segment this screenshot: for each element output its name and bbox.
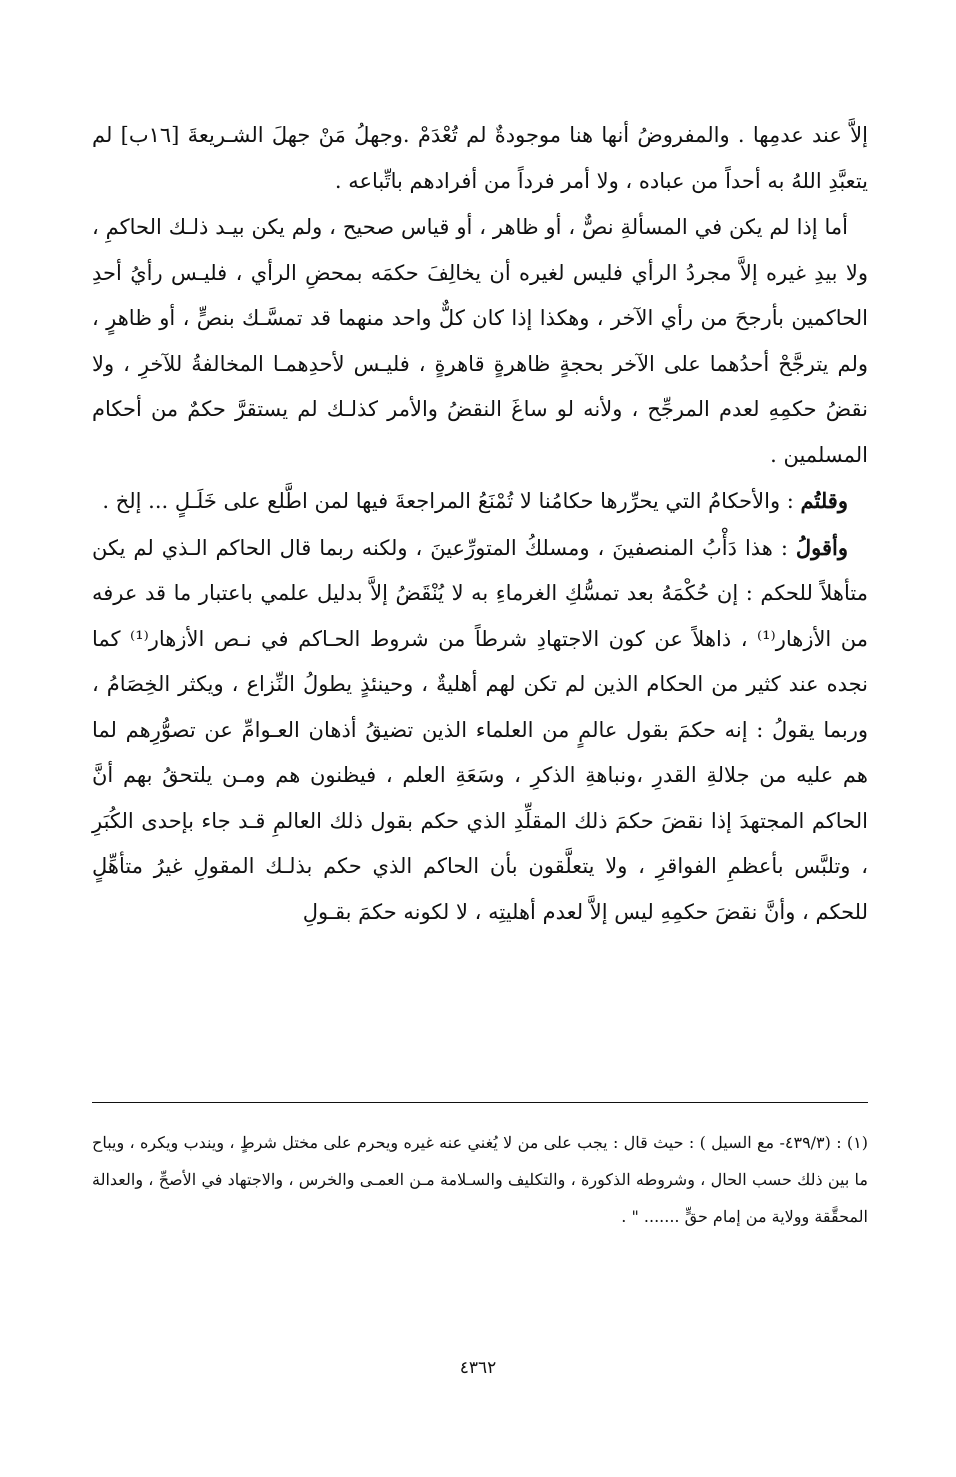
paragraph-text: : هذا دَأْبُ المنصفينَ ، ومسلكُ المتورِّعينَ ، ولكنه ربما قال الحاكم الـذي لم يكن متأهلاً للحكم : إن حُكْمَهُ بعد تمسُّكِ الغرماءِ به لا يُنْقَضُ إلاَّ بدليل علمي باعتبار ما قد عرفه من الأزهار⁽¹⁾ ، ذاهلاً عن كون الاجتهادِ شرطاً من شروط الحـاكم في نـص الأزهار⁽¹⁾ كما نجده عند كثير من الحكام الذين لم تكن لهم أهليةٌ ، وحينئذٍ يطولُ النِّزاع ، ويكثر الخِصَامُ ، وربما يقولُ : إنه حكمَ بقول عالمٍ من العلماء الذين تضيقُ أذهان العـوامِّ عن تصوُّرِهم لما هم عليه من جلالةِ القدرِ ،ونباهةِ الذكرِ ، وسَعَةِ العلم ، فيظنون هم ومـن يلتحقُ بهم أنَّ الحاكم المجتهدَ إذا نقضَ حكمَ ذلك المقلِّدِ الذي حكم بقول ذلك العالمِ قـد جاء بإحدى الكُبَرِ ، وتلبَّس بأعظمِ الفواقرِ ، ولا يتعلَّقون بأن الحاكم الذي حكم بذلـك المقولِ غيرُ متأهِّلٍ للحكم ، وأنَّ نقضَ حكمِهِ ليس إلاَّ لعدم أهليتِه ، لا لكونه حكمَ بقـولِ xyxy=(92,535,868,924)
paragraph xyxy=(92,525,868,936)
paragraph-lead: وأقولُ xyxy=(795,534,848,560)
paragraph xyxy=(92,478,868,525)
page-number: ٤٣٦٢ xyxy=(459,1358,497,1378)
paragraph-text: أما إذا لم يكن في المسألةِ نصٌّ ، أو ظاهر ، أو قياس صحيح ، ولم يكن بيـد ذلـك الحاكمِ ، ولا بيدِ غيره إلاَّ مجردُ الرأي فليس لغيره أن يخالِفَ حكمَه بمحضِ الرأي ، فليـس رأيُ أحدِ الحاكمين بأرجحَ من رأي الآخر ، وهكذا إذا كان كلٌّ واحد منهما قد تمسَّـك بنصٍّ ، أو ظاهرٍ ، ولم يترجَّحْ أحدُهما على الآخر بحجةٍ ظاهرةٍ قاهرةٍ ، فليـس لأحدِهمـا المخالفةُ للآخرِ ، ولا نقضُ حكمِهِ لعدم المرجِّح ، ولأنه لو ساغَ النقضُ والأمر كذلـك لم يستقرَّ حكمٌ من أحكام المسلمين . xyxy=(92,215,868,467)
footnote-separator xyxy=(92,1102,868,1103)
paragraph-text: إلاَّ عند عدمِها . والمفروضُ أنها هنا موجودةٌ لم تُعْدَمْ .وجهلُ مَنْ جهلَ الشـريعةَ [١٦ب] لم يتعبَّدِ اللهُ به أحداً من عباده ، ولا أمر فرداً من أفرادهم باتِّباعه . xyxy=(92,123,868,193)
paragraph xyxy=(92,112,868,204)
footnote-text: (١) : (٤٣٩/٣- مع السيل ) : حيث قال : يجب على من لا يُغني عنه غيره ويحرم على مختل شرطٍ ، ويندب ويكره ، ويباح ما بين ذلك حسب الحال ، وشروطه الذكورة ، والتكليف والسـلامة مـن العمـى والخرس ، والاجتهاد في الأصحِّ ، والعدالة المحقَّقة وولاية من إمام حقٍّ ....... " . xyxy=(92,1133,869,1226)
paragraph-lead: وقلتُم xyxy=(800,488,848,513)
paragraph-text: : والأحكامُ التي يحرِّرها حكامُنا لا تُمْنَعُ المراجعةَ فيها لمن اطَّلع على خَلَـلٍ ... إلخ . xyxy=(102,489,801,513)
footnotes xyxy=(92,1124,868,1235)
main-text xyxy=(92,112,868,935)
paragraph xyxy=(92,204,868,478)
